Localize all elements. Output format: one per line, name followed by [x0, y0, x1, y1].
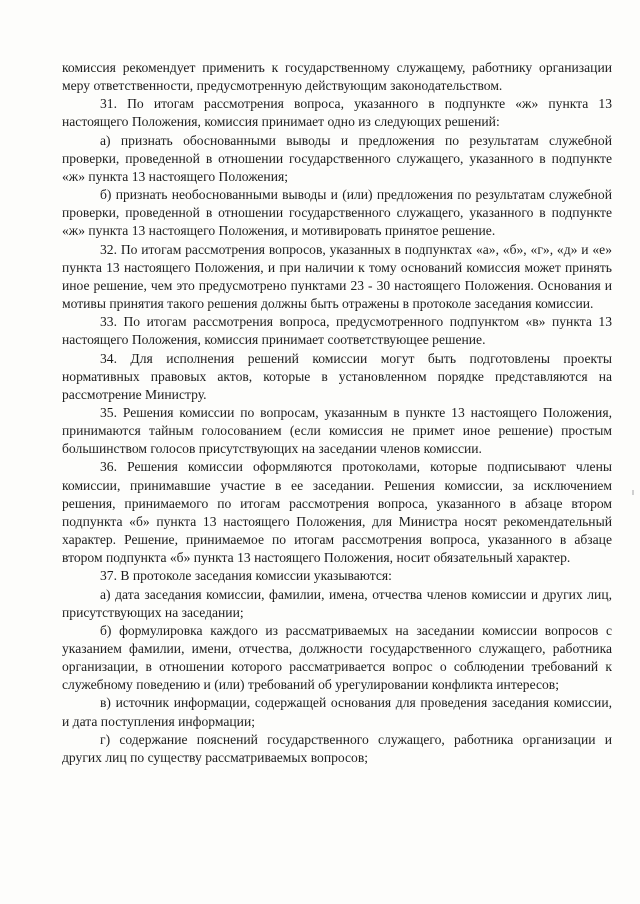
paragraph-32: 32. По итогам рассмотрения вопросов, указанных в подпунктах «а», «б», «г», «д» и «е» пункта 13 настоящего Положения, и при наличии к тому оснований комиссия может принять иное решение, чем это предусмотрено пунктами 23 - 30 настоящего Положения. Основания и мотивы принятия такого решения должны быть отражены в протоколе заседания комиссии.: [62, 241, 612, 312]
paragraph-37-a: а) дата заседания комиссии, фамилии, имена, отчества членов комиссии и других лиц, присутствующих на заседании;: [62, 586, 612, 620]
paragraph-37-g: г) содержание пояснений государственного служащего, работника организации и других лиц по существу рассматриваемых вопросов;: [62, 731, 612, 765]
paragraph-continuation: комиссия рекомендует применить к государственному служащему, работнику организации меру ответственности, предусмотренную действующим законодательством.: [62, 60, 612, 94]
paragraph-34: 34. Для исполнения решений комиссии могут быть подготовлены проекты нормативных правовых актов, которые в установленном порядке представляются на рассмотрение Министру.: [62, 350, 612, 402]
paragraph-37-b: б) формулировка каждого из рассматриваемых на заседании комиссии вопросов с указанием фамилии, имени, отчества, должности государственного служащего, работника организации, в отношении которого рассматривается вопрос о соблюдении требований к служебному поведению и (или) требований об урегулировании конфликта интересов;: [62, 622, 612, 693]
paragraph-33: 33. По итогам рассмотрения вопроса, предусмотренного подпунктом «в» пункта 13 настоящего Положения, комиссия принимает соответствующее решение.: [62, 314, 612, 348]
paragraph-31-a: а) признать обоснованными выводы и предложения по результатам служебной проверки, проведенной в отношении государственного служащего, указанного в подпункте «ж» пункта 13 настоящего Положения;: [62, 132, 612, 184]
paragraph-37-v: в) источник информации, содержащей основания для проведения заседания комиссии, и дата поступления информации;: [62, 695, 612, 729]
paragraph-31: 31. По итогам рассмотрения вопроса, указанного в подпункте «ж» пункта 13 настоящего Положения, комиссия принимает одно из следующих решений:: [62, 96, 612, 130]
paragraph-31-b: б) признать необоснованными выводы и (или) предложения по результатам служебной проверки, проведенной в отношении государственного служащего, указанного в подпункте «ж» пункта 13 настоящего Положения, и мотивировать принятое решение.: [62, 187, 612, 239]
paragraph-37: 37. В протоколе заседания комиссии указываются:: [100, 568, 392, 584]
scan-edge-mark: [632, 490, 634, 495]
paragraph-36: 36. Решения комиссии оформляются протоколами, которые подписывают члены комиссии, принимавшие участие в ее заседании. Решения комиссии, за исключением решения, принимаемого по итогам рассмотрения вопроса, указанного в абзаце втором подпункта «б» пункта 13 настоящего Положения, для Министра носят рекомендательный характер. Решение, принимаемое по итогам рассмотрения вопроса, указанного в абзаце втором подпункта «б» пункта 13 настоящего Положения, носит обязательный характер.: [62, 459, 612, 566]
paragraph-35: 35. Решения комиссии по вопросам, указанным в пункте 13 настоящего Положения, принимаются тайным голосованием (если комиссия не примет иное решение) простым большинством голосов присутствующих на заседании членов комиссии.: [62, 404, 612, 457]
